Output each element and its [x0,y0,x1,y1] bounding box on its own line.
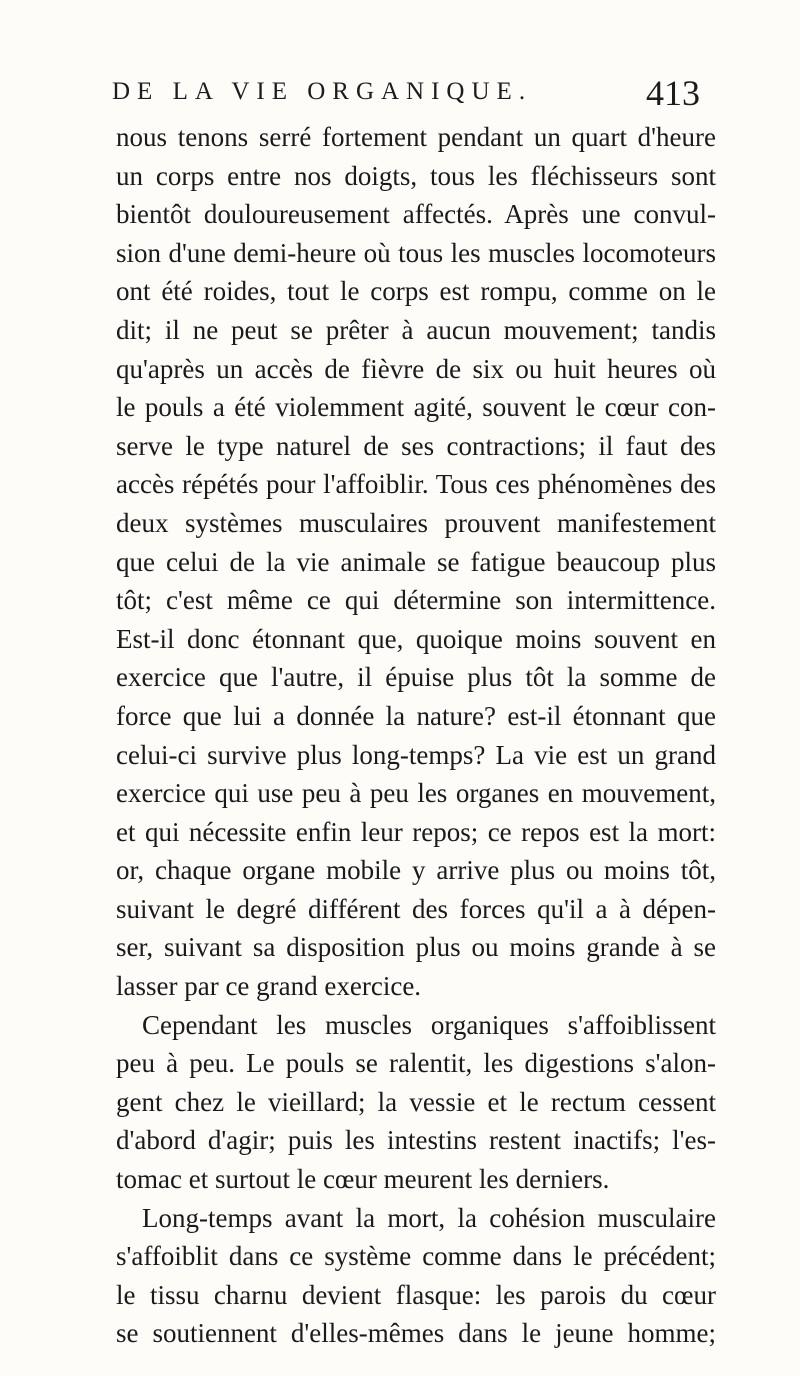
text-line: qu'après un accès de fièvre de six ou huit heures où [116,353,716,384]
text-line: que celui de la vie animale se fatigue beaucoup plus [116,546,716,577]
text-line: sion d'une demi-heure où tous les muscles locomoteurs [116,237,716,268]
body-text [116,118,716,1353]
paragraph-start-line: Cependant les muscles organiques s'affoiblissent [142,1009,716,1040]
text-line: deux systèmes musculaires prouvent manifestement [116,507,716,538]
text-line: gent chez le vieillard; la vessie et le rectum cessent [116,1086,716,1117]
text-line: se soutiennent d'elles-mêmes dans le jeune homme; [116,1318,716,1349]
text-line: d'abord d'agir; puis les intestins restent inactifs; l'es- [116,1125,716,1156]
text-line: exercice qui use peu à peu les organes en mouvement, [116,778,716,809]
text-line: le pouls a été violemment agité, souvent le cœur con- [116,392,716,423]
paragraph-end-line: lasser par ce grand exercice. [116,971,422,1002]
text-line: un corps entre nos doigts, tous les fléchisseurs sont [116,160,716,191]
text-line: or, chaque organe mobile y arrive plus ou moins tôt, [116,855,716,886]
text-line: tôt; c'est même ce qui détermine son intermittence. [116,585,716,616]
text-line: suivant le degré différent des forces qu'il a à dépen- [116,893,716,924]
text-line: serve le type naturel de ses contractions; il faut des [116,430,716,461]
text-line: bientôt douloureusement affectés. Après une convul- [116,199,716,230]
paragraph-end-line: tomac et surtout le cœur meurent les derniers. [116,1164,610,1195]
text-line: Est-il donc étonnant que, quoique moins souvent en [116,623,716,654]
text-line: celui-ci survive plus long-temps? La vie est un grand [116,739,716,770]
page-number: 413 [646,73,700,113]
text-line: s'affoiblit dans ce système comme dans le précédent; [116,1241,716,1272]
text-line: exercice que l'autre, il épuise plus tôt la somme de [116,662,716,693]
text-line: le tissu charnu devient flasque: les parois du cœur [116,1279,716,1310]
text-line: et qui nécessite enfin leur repos; ce repos est la mort: [116,816,716,847]
running-head: DE LA VIE ORGANIQUE. [112,78,533,105]
text-line: force que lui a donnée la nature? est-il étonnant que [116,700,716,731]
text-line: peu à peu. Le pouls se ralentit, les digestions s'alon- [116,1048,716,1079]
text-line: ont été roides, tout le corps est rompu, comme on le [116,276,716,307]
text-line: ser, suivant sa disposition plus ou moins grande à se [116,932,716,963]
text-line: accès répétés pour l'affoiblir. Tous ces phénomènes des [116,469,716,500]
paragraph-start-line: Long-temps avant la mort, la cohésion musculaire [142,1202,716,1233]
text-line: dit; il ne peut se prêter à aucun mouvement; tandis [116,314,716,345]
page-header [112,72,712,122]
text-line: nous tenons serré fortement pendant un quart d'heure [116,122,716,152]
